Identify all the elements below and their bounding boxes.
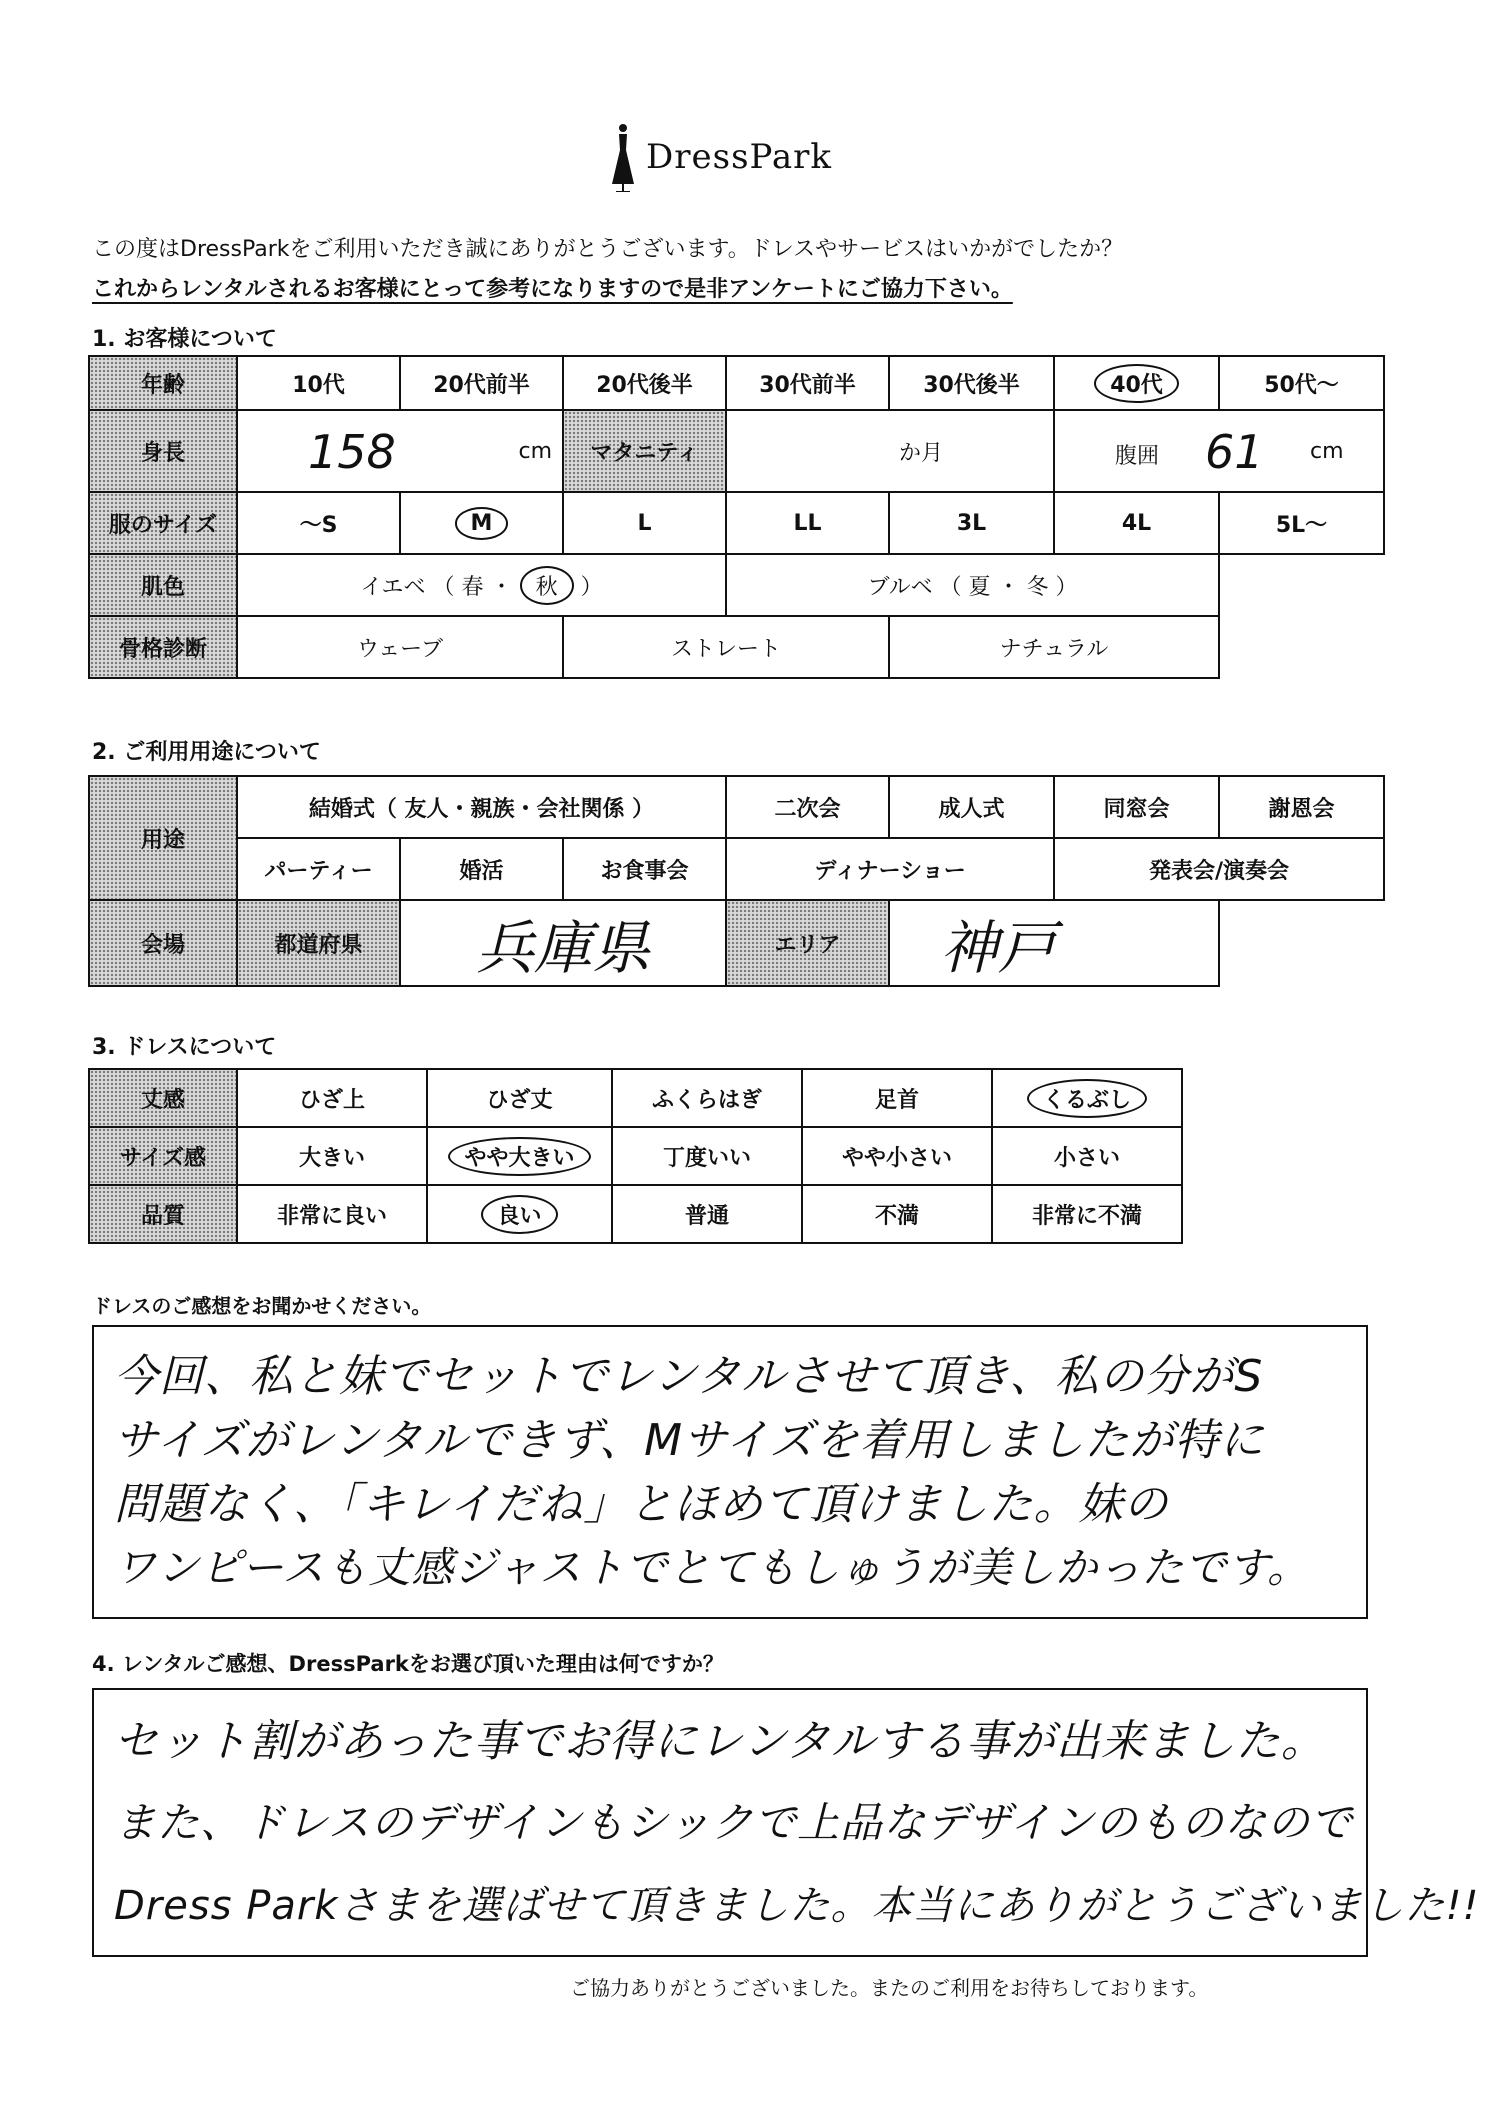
frame-row	[89, 616, 1384, 678]
usage-option[interactable]: 同窓会	[1054, 776, 1219, 838]
size-option-selected[interactable]	[400, 492, 563, 554]
warm-paren-open: （	[432, 574, 455, 600]
reason-line: Dress Parkさまを選ばせて頂きました。本当にありがとうございました!!	[114, 1883, 1480, 1929]
customer-table	[88, 355, 1385, 679]
reason-line: また、ドレスのデザインもシックで上品なデザインのものなので	[114, 1798, 1354, 1847]
usage-option[interactable]: 二次会	[726, 776, 889, 838]
frame-option[interactable]: ナチュラル	[889, 616, 1219, 678]
size-option[interactable]: L	[563, 492, 726, 554]
quality-option[interactable]: 非常に良い	[237, 1185, 427, 1243]
section4-title: 4. レンタルご感想、DressParkをお選び頂いた理由は何ですか？	[92, 1652, 724, 1676]
quality-row	[89, 1185, 1182, 1243]
frame-option[interactable]: ウェーブ	[237, 616, 563, 678]
skin-row	[89, 554, 1384, 616]
section2-title: 2. ご利用用途について	[92, 740, 321, 765]
usage-option[interactable]: パーティー	[237, 838, 400, 900]
venue-row	[89, 900, 1384, 986]
warm-paren-close: ）	[580, 574, 603, 600]
waist-value: 61	[1205, 425, 1264, 479]
usage-row-1	[89, 776, 1384, 838]
quality-label: 品質	[89, 1185, 237, 1243]
usage-option[interactable]: 成人式	[889, 776, 1054, 838]
skin-warm-option[interactable]	[237, 554, 726, 616]
warm-label: イエベ	[360, 574, 426, 600]
intro-line-1: この度はDressParkをご利用いただき誠にありがとうございます。ドレスやサービスはいかがでしたか？	[92, 237, 1124, 262]
size-option[interactable]: 4L	[1054, 492, 1219, 554]
area-value: 神戸	[940, 914, 1057, 982]
height-value: 158	[308, 425, 396, 479]
length-label: 丈感	[89, 1069, 237, 1127]
empty-cell	[1219, 616, 1384, 678]
measure-row	[89, 410, 1384, 492]
maternity-unit: か月	[898, 440, 943, 466]
prefecture-field[interactable]	[400, 900, 726, 986]
age-option[interactable]: 30代前半	[726, 356, 889, 410]
height-field[interactable]	[237, 410, 563, 492]
size-option[interactable]: 〜S	[237, 492, 400, 554]
venue-label: 会場	[89, 900, 237, 986]
age-option[interactable]: 10代	[237, 356, 400, 410]
age-row	[89, 356, 1384, 410]
length-option-selected[interactable]	[992, 1069, 1182, 1127]
usage-row-2	[89, 838, 1384, 900]
dress-table	[88, 1068, 1183, 1244]
usage-option[interactable]: ディナーショー	[726, 838, 1054, 900]
size-row	[89, 492, 1384, 554]
empty-cell	[1219, 554, 1384, 616]
length-option[interactable]: 足首	[802, 1069, 992, 1127]
height-unit: cm	[518, 439, 552, 464]
usage-option[interactable]: お食事会	[563, 838, 726, 900]
size-option[interactable]: LL	[726, 492, 889, 554]
dress-comment-box[interactable]	[92, 1325, 1368, 1619]
fit-option[interactable]: 小さい	[992, 1127, 1182, 1185]
reason-line: セット割があった事でお得にレンタルする事が出来ました。	[114, 1716, 1326, 1767]
quality-option[interactable]: 普通	[612, 1185, 802, 1243]
dress-comment-title: ドレスのご感想をお聞かせください。	[92, 1294, 432, 1318]
waist-label: 腹囲	[1115, 444, 1160, 469]
intro-line-2: これからレンタルされるお客様にとって参考になりますので是非アンケートにご協力下さい。	[92, 277, 1013, 302]
frame-option[interactable]: ストレート	[563, 616, 889, 678]
quality-option[interactable]: 非常に不満	[992, 1185, 1182, 1243]
comment-line: サイズがレンタルできず、Mサイズを着用しましたが特に	[114, 1415, 1265, 1466]
length-row	[89, 1069, 1182, 1127]
wedding-text: 結婚式（ 友人・親族・会社関係 ）	[308, 796, 655, 822]
fit-option[interactable]: 丁度いい	[612, 1127, 802, 1185]
waist-unit: cm	[1310, 439, 1344, 464]
skin-label: 肌色	[89, 554, 237, 616]
reason-comment-box[interactable]	[92, 1688, 1480, 1957]
area-field[interactable]	[889, 900, 1219, 986]
usage-option[interactable]: 発表会/演奏会	[1054, 838, 1384, 900]
size-label: 服のサイズ	[89, 492, 237, 554]
length-option[interactable]: ひざ上	[237, 1069, 427, 1127]
selected-circle: 良い	[481, 1195, 557, 1234]
age-option[interactable]: 20代後半	[563, 356, 726, 410]
area-label: エリア	[726, 900, 889, 986]
section1-title: 1. お客様について	[92, 327, 277, 352]
usage-label: 用途	[89, 776, 237, 900]
usage-option[interactable]: 謝恩会	[1219, 776, 1384, 838]
waist-field[interactable]	[1054, 410, 1384, 492]
comment-line: 今回、私と妹でセットでレンタルさせて頂き、私の分がS	[114, 1351, 1264, 1402]
fit-option-selected[interactable]	[427, 1127, 612, 1185]
selected-circle: やや大きい	[448, 1137, 590, 1176]
dresspark-logo	[610, 122, 832, 192]
selected-circle: 40代	[1094, 364, 1179, 403]
age-option-selected[interactable]	[1054, 356, 1219, 410]
size-option[interactable]: 3L	[889, 492, 1054, 554]
section3-title: 3. ドレスについて	[92, 1035, 277, 1060]
skin-cool-option[interactable]: ブルベ （ 夏 ・ 冬 ）	[726, 554, 1219, 616]
size-option[interactable]: 5L〜	[1219, 492, 1384, 554]
maternity-field[interactable]	[726, 410, 1054, 492]
logo-text: DressPark	[646, 137, 833, 177]
empty-cell	[1219, 900, 1384, 986]
quality-option-selected[interactable]	[427, 1185, 612, 1243]
age-option[interactable]: 50代〜	[1219, 356, 1384, 410]
usage-option[interactable]: 婚活	[400, 838, 563, 900]
warm-dot: ・	[490, 574, 513, 600]
fit-option[interactable]: やや小さい	[802, 1127, 992, 1185]
comment-line: 問題なく、「キレイだね」とほめて頂けました。妹の	[114, 1479, 1169, 1530]
comment-line: ワンピースも丈感ジャストでとてもしゅうが美しかったです。	[114, 1543, 1311, 1592]
maternity-label: マタニティ	[563, 410, 726, 492]
selected-circle: くるぶし	[1027, 1079, 1147, 1118]
length-option[interactable]: ひざ丈	[427, 1069, 612, 1127]
frame-label: 骨格診断	[89, 616, 237, 678]
footer-thanks: ご協力ありがとうございました。またのご利用をお待ちしております。	[570, 1976, 1209, 2000]
usage-option-wedding[interactable]	[237, 776, 726, 838]
quality-option[interactable]: 不満	[802, 1185, 992, 1243]
selected-circle: 秋	[520, 566, 574, 605]
fit-label: サイズ感	[89, 1127, 237, 1185]
prefecture-value: 兵庫県	[476, 914, 651, 982]
usage-table	[88, 775, 1385, 987]
age-option[interactable]: 30代後半	[889, 356, 1054, 410]
height-label: 身長	[89, 410, 237, 492]
fit-row	[89, 1127, 1182, 1185]
age-option[interactable]: 20代前半	[400, 356, 563, 410]
selected-circle: M	[455, 507, 509, 540]
age-label: 年齢	[89, 356, 237, 410]
fit-option[interactable]: 大きい	[237, 1127, 427, 1185]
warm-spring: 春	[461, 574, 484, 600]
length-option[interactable]: ふくらはぎ	[612, 1069, 802, 1127]
dress-icon	[610, 122, 636, 192]
prefecture-label: 都道府県	[237, 900, 400, 986]
